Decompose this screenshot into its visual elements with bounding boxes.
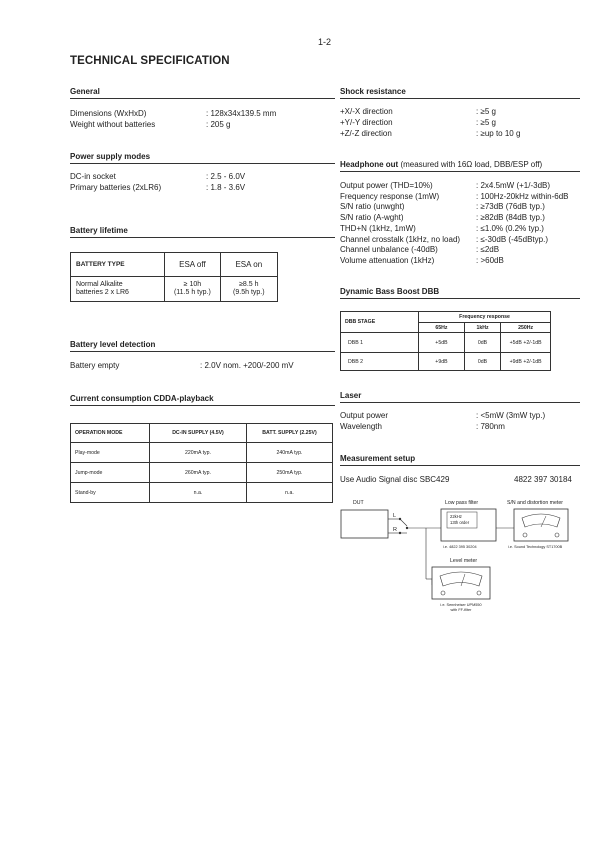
table-header: 250Hz: [501, 323, 551, 333]
sn-meter-knob: [523, 533, 527, 537]
dbb-table: [340, 311, 551, 371]
shock-heading: Shock resistance: [340, 87, 406, 96]
table-header: BATTERY TYPE: [71, 253, 165, 277]
spec-label: DC-in socket: [70, 172, 116, 181]
table-cell: 0dB: [464, 333, 501, 353]
spec-value: : 128x34x139.5 mm: [206, 109, 277, 118]
table-cell: [71, 277, 165, 302]
section-divider: [70, 237, 335, 238]
table-cell: n.a.: [247, 483, 333, 503]
table-cell: [165, 277, 220, 302]
sn-meter-reference: i.e. Sound Technology ST1700B: [508, 545, 563, 549]
switch-contact: [399, 532, 401, 534]
switch-pivot: [406, 527, 408, 529]
level-meter-reference: with FF-filter: [450, 608, 472, 612]
spec-value: : >60dB: [476, 255, 504, 265]
measurement-disc: [340, 475, 580, 486]
spec-label: +X/-X direction: [340, 107, 393, 116]
spec-value: : ≥up to 10 g: [476, 129, 521, 138]
headphone-heading-title: Headphone out: [340, 160, 399, 169]
headphone-heading-note: (measured with 16Ω load, DBB/ESP off): [400, 160, 543, 169]
spec-label: Primary batteries (2xLR6): [70, 183, 162, 192]
lpf-title: Low pass filter: [445, 500, 479, 506]
table-cell: n.a.: [150, 483, 247, 503]
spec-value: : ≥5 g: [476, 118, 496, 127]
power-supply-specs: [70, 172, 335, 194]
table-cell: [220, 277, 277, 302]
section-divider: [340, 171, 580, 172]
spec-value: : <5mW (3mW typ.): [476, 411, 546, 420]
spec-label: Battery empty: [70, 361, 120, 370]
section-divider: [340, 98, 580, 99]
headphone-heading: [340, 160, 542, 171]
table-cell: +9dB: [419, 353, 465, 371]
section-divider: [70, 98, 335, 99]
spec-label: Frequency response (1mW): [340, 191, 440, 201]
table-cell: 220mA typ.: [150, 443, 247, 463]
level-meter-knob: [477, 591, 481, 595]
spec-value: : 2x4.5mW (+1/-3dB): [476, 181, 551, 190]
sn-meter-title: S/N and distortion meter: [507, 500, 563, 506]
measurement-heading: Measurement setup: [340, 454, 416, 463]
spec-label: Channel crosstalk (1kHz, no load): [340, 234, 461, 244]
table-cell: Jump-mode: [71, 463, 150, 483]
row-label-line: Normal Alkalite: [76, 281, 123, 288]
spec-label: Output power: [340, 411, 389, 420]
dut-box: [341, 510, 388, 538]
spec-value: : ≤-30dB (-45dBtyp.): [476, 234, 548, 244]
laser-specs: [340, 411, 580, 433]
spec-value: : ≤1.0% (0.2% typ.): [476, 223, 544, 233]
spec-label: Volume attenuation (1kHz): [340, 255, 435, 265]
spec-value: : ≥73dB (76dB typ.): [476, 202, 545, 212]
table-cell: Play-mode: [71, 443, 150, 463]
lpf-spec-line: 22kHz: [450, 514, 462, 519]
level-meter-knob: [441, 591, 445, 595]
current-consumption-table: [70, 423, 333, 503]
measurement-diagram: [336, 495, 586, 640]
cell-line: (11.5 h typ.): [173, 289, 211, 296]
section-divider: [70, 405, 335, 406]
spec-value: : 1.8 - 3.6V: [206, 183, 246, 192]
row-label-line: batteries 2 x LR6: [76, 289, 129, 296]
table-cell: 0dB: [464, 353, 501, 371]
spec-value: : ≤2dB: [476, 245, 500, 255]
table-cell: Stand-by: [71, 483, 150, 503]
dbb-heading: Dynamic Bass Boost DBB: [340, 287, 440, 296]
battery-level-heading: Battery level detection: [70, 340, 156, 349]
table-cell: 240mA typ.: [247, 443, 333, 463]
battery-lifetime-heading: Battery lifetime: [70, 226, 128, 235]
current-consumption-heading: Current consumption CDDA-playback: [70, 394, 214, 403]
spec-label: S/N ratio (unwght): [340, 202, 405, 212]
spec-value: : 780nm: [476, 422, 505, 431]
switch-contact: [399, 518, 401, 520]
table-cell: 260mA typ.: [150, 463, 247, 483]
cell-line: ≥ 10h: [183, 281, 202, 288]
spec-value: : 205 g: [206, 120, 231, 129]
spec-value: : 2.0V nom. +200/-200 mV: [200, 361, 294, 370]
right-channel-label: R: [393, 527, 397, 533]
spec-value: : 2.5 - 6.0V: [206, 172, 246, 181]
general-heading: General: [70, 87, 100, 96]
headphone-specs: [340, 181, 585, 269]
table-header: DBB STAGE: [341, 312, 419, 333]
table-header: ESA off: [165, 253, 220, 277]
left-channel-label: L: [393, 513, 397, 519]
lpf-spec-line: 13th order: [450, 520, 470, 525]
table-cell: +9dB +2/-1dB: [501, 353, 551, 371]
table-cell: DBB 2: [341, 353, 419, 371]
general-specs: [70, 109, 335, 131]
level-meter-title: Level meter: [450, 558, 478, 564]
dut-label: DUT: [353, 500, 364, 506]
disc-label: Use Audio Signal disc SBC429: [340, 475, 450, 484]
table-header: BATT. SUPPLY (2.25V): [247, 424, 333, 443]
table-cell: DBB 1: [341, 333, 419, 353]
table-header: Frequency response: [419, 312, 551, 323]
battery-level-specs: [70, 361, 335, 372]
page-number: 1-2: [318, 37, 332, 47]
section-divider: [340, 402, 580, 403]
spec-value: : ≥5 g: [476, 107, 496, 116]
spec-label: S/N ratio (A-wght): [340, 213, 404, 223]
section-divider: [340, 298, 580, 299]
page-title: TECHNICAL SPECIFICATION: [70, 55, 230, 67]
shock-specs: [340, 107, 580, 141]
table-header: DC-IN SUPPLY (4.5V): [150, 424, 247, 443]
section-divider: [340, 465, 580, 466]
laser-heading: Laser: [340, 391, 362, 400]
section-divider: [70, 163, 335, 164]
section-divider: [70, 351, 335, 352]
cell-line: ≥8.5 h: [239, 281, 259, 288]
disc-code: 4822 397 30184: [514, 475, 572, 484]
level-meter-reference: i.e. Sennheiser UPM550: [440, 603, 482, 607]
spec-label: +Z/-Z direction: [340, 129, 392, 138]
table-header: 1kHz: [464, 323, 501, 333]
cell-line: (9.5h typ.): [233, 289, 265, 296]
spec-label: THD+N (1kHz, 1mW): [340, 223, 416, 233]
spec-value: : ≥82dB (84dB typ.): [476, 213, 545, 223]
table-header: ESA on: [220, 253, 277, 277]
table-header: OPERATION MODE: [71, 424, 150, 443]
power-supply-heading: Power supply modes: [70, 152, 151, 161]
table-header: 65Hz: [419, 323, 465, 333]
table-cell: 250mA typ.: [247, 463, 333, 483]
battery-lifetime-table: [70, 252, 278, 302]
spec-label: Wavelength: [340, 422, 382, 431]
lpf-reference: i.e. 4822 395 30204: [443, 545, 477, 549]
spec-label: Channel unbalance (-40dB): [340, 245, 438, 255]
spec-label: Output power (THD=10%): [340, 181, 433, 190]
spec-label: Weight without batteries: [70, 120, 156, 129]
spec-label: +Y/-Y direction: [340, 118, 393, 127]
spec-value: : 100Hz-20kHz within-6dB: [476, 191, 569, 201]
table-cell: +5dB +2/-1dB: [501, 333, 551, 353]
table-cell: +5dB: [419, 333, 465, 353]
sn-meter-knob: [555, 533, 559, 537]
spec-label: Dimensions (WxHxD): [70, 109, 147, 118]
